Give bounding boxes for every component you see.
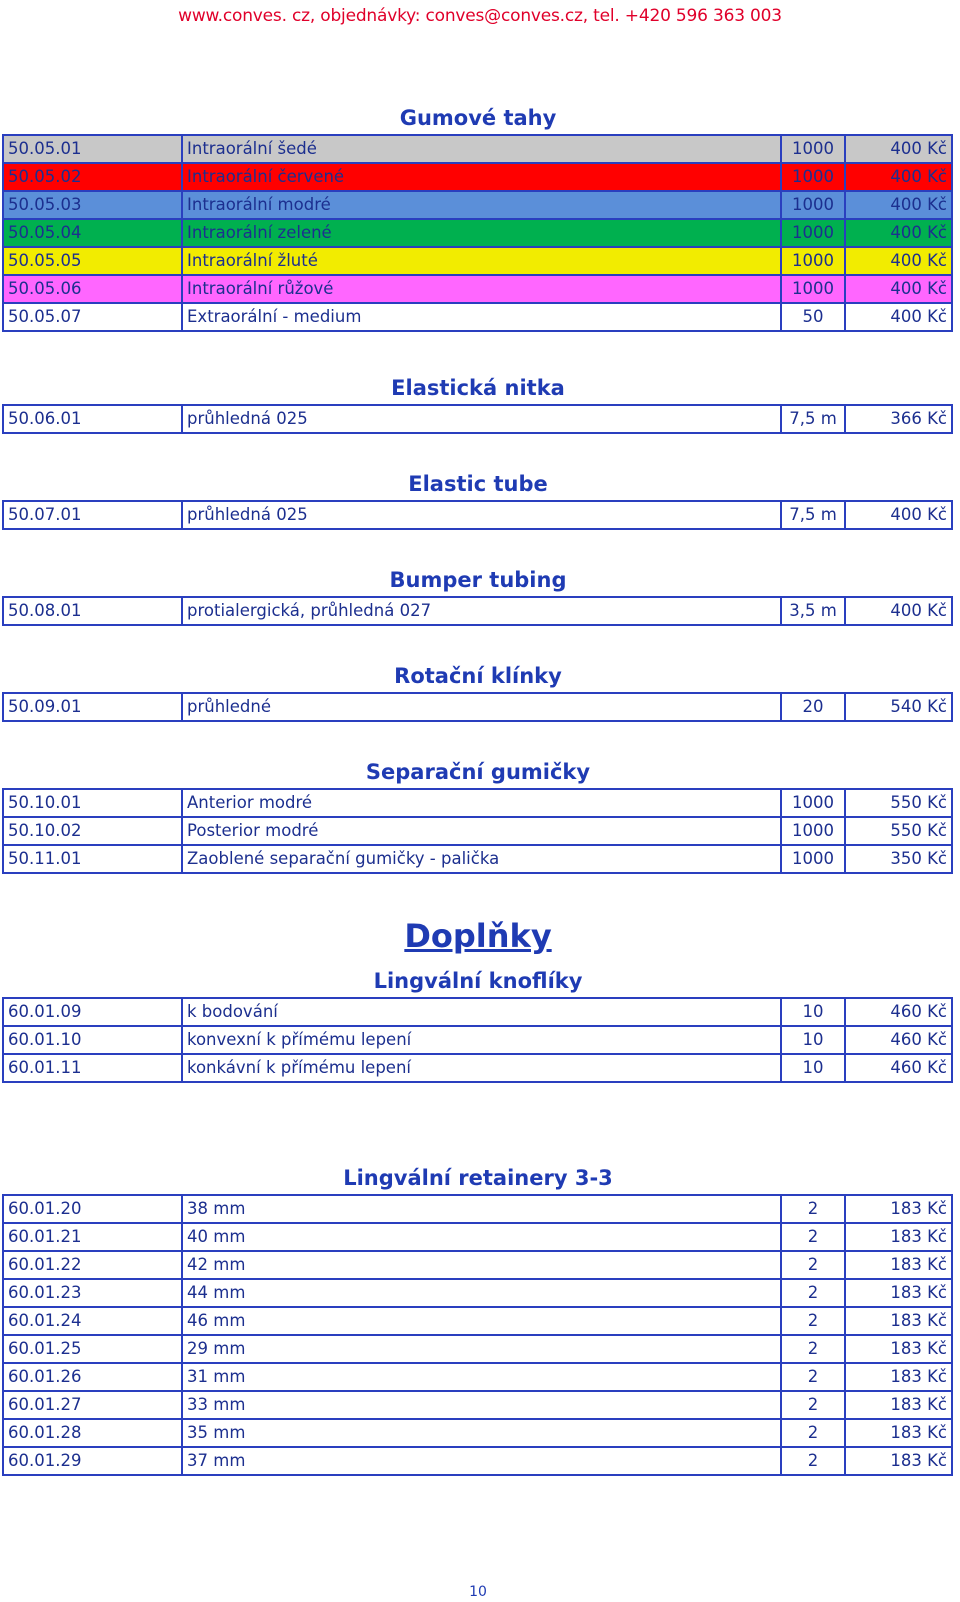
product-quantity: 2 [781, 1363, 845, 1391]
product-quantity: 2 [781, 1307, 845, 1335]
table-row [3, 1223, 952, 1251]
table-row [3, 135, 952, 163]
table-row [3, 219, 952, 247]
product-price: 400 Kč [845, 275, 952, 303]
product-price: 366 Kč [845, 405, 952, 433]
product-code: 60.01.29 [3, 1447, 182, 1475]
table-bumper-tubing [2, 596, 953, 626]
product-code: 60.01.11 [3, 1054, 182, 1082]
product-code: 60.01.28 [3, 1419, 182, 1447]
product-price: 460 Kč [845, 1054, 952, 1082]
product-quantity: 10 [781, 1054, 845, 1082]
product-quantity: 3,5 m [781, 597, 845, 625]
table-row [3, 1419, 952, 1447]
product-quantity: 2 [781, 1335, 845, 1363]
product-name: Intraorální modré [182, 191, 781, 219]
product-code: 60.01.20 [3, 1195, 182, 1223]
product-price: 400 Kč [845, 597, 952, 625]
product-quantity: 7,5 m [781, 405, 845, 433]
product-code: 50.05.06 [3, 275, 182, 303]
product-name: Extraorální - medium [182, 303, 781, 331]
product-code: 50.05.01 [3, 135, 182, 163]
table-row [3, 1363, 952, 1391]
table-row [3, 1447, 952, 1475]
product-code: 50.05.04 [3, 219, 182, 247]
product-code: 50.06.01 [3, 405, 182, 433]
table-row [3, 1335, 952, 1363]
product-quantity: 1000 [781, 219, 845, 247]
table-row [3, 597, 952, 625]
table-row [3, 845, 952, 873]
product-price: 183 Kč [845, 1223, 952, 1251]
table-gumove-tahy [2, 134, 953, 332]
product-price: 400 Kč [845, 135, 952, 163]
product-price: 183 Kč [845, 1195, 952, 1223]
section-title-elastic-tube: Elastic tube [408, 472, 548, 496]
product-quantity: 1000 [781, 789, 845, 817]
product-name: Intraorální žluté [182, 247, 781, 275]
product-quantity: 10 [781, 998, 845, 1026]
product-name: konkávní k přímému lepení [182, 1054, 781, 1082]
product-code: 60.01.24 [3, 1307, 182, 1335]
product-code: 50.05.07 [3, 303, 182, 331]
table-row [3, 1279, 952, 1307]
product-quantity: 1000 [781, 817, 845, 845]
table-row [3, 303, 952, 331]
product-price: 183 Kč [845, 1391, 952, 1419]
table-row [3, 789, 952, 817]
page-number: 10 [469, 1584, 487, 1600]
table-row [3, 405, 952, 433]
product-name: protialergická, průhledná 027 [182, 597, 781, 625]
table-row [3, 1307, 952, 1335]
product-name: k bodování [182, 998, 781, 1026]
product-quantity: 10 [781, 1026, 845, 1054]
product-name: Intraorální růžové [182, 275, 781, 303]
product-code: 60.01.22 [3, 1251, 182, 1279]
product-code: 60.01.25 [3, 1335, 182, 1363]
product-code: 60.01.10 [3, 1026, 182, 1054]
product-code: 50.10.01 [3, 789, 182, 817]
product-quantity: 1000 [781, 275, 845, 303]
product-quantity: 1000 [781, 191, 845, 219]
product-quantity: 7,5 m [781, 501, 845, 529]
product-price: 550 Kč [845, 817, 952, 845]
product-name: průhledná 025 [182, 405, 781, 433]
section-title-rotacni-klinky: Rotační klínky [394, 664, 562, 688]
table-row [3, 817, 952, 845]
section-title-bumper-tubing: Bumper tubing [389, 568, 567, 592]
product-price: 460 Kč [845, 1026, 952, 1054]
product-price: 460 Kč [845, 998, 952, 1026]
product-price: 400 Kč [845, 191, 952, 219]
product-code: 60.01.09 [3, 998, 182, 1026]
product-code: 60.01.23 [3, 1279, 182, 1307]
table-elasticka-nitka [2, 404, 953, 434]
table-separacni-gumicky [2, 788, 953, 874]
product-price: 400 Kč [845, 247, 952, 275]
table-row [3, 163, 952, 191]
product-name: 40 mm [182, 1223, 781, 1251]
table-row [3, 275, 952, 303]
product-quantity: 2 [781, 1195, 845, 1223]
product-quantity: 2 [781, 1223, 845, 1251]
product-quantity: 2 [781, 1391, 845, 1419]
product-price: 400 Kč [845, 163, 952, 191]
product-quantity: 20 [781, 693, 845, 721]
product-quantity: 2 [781, 1279, 845, 1307]
section-title-doplnky: Doplňky [404, 917, 552, 955]
table-row [3, 191, 952, 219]
product-name: 35 mm [182, 1419, 781, 1447]
product-quantity: 1000 [781, 135, 845, 163]
product-code: 60.01.21 [3, 1223, 182, 1251]
section-title-separacni-gumicky: Separační gumičky [365, 760, 591, 784]
table-row [3, 1026, 952, 1054]
product-name: Anterior modré [182, 789, 781, 817]
product-code: 60.01.27 [3, 1391, 182, 1419]
table-row [3, 1391, 952, 1419]
product-code: 50.10.02 [3, 817, 182, 845]
product-quantity: 1000 [781, 163, 845, 191]
section-title-lingvalni-retainery: Lingvální retainery 3-3 [343, 1166, 613, 1190]
product-price: 550 Kč [845, 789, 952, 817]
product-name: průhledná 025 [182, 501, 781, 529]
product-price: 540 Kč [845, 693, 952, 721]
product-price: 183 Kč [845, 1363, 952, 1391]
table-row [3, 998, 952, 1026]
product-price: 350 Kč [845, 845, 952, 873]
product-name: 31 mm [182, 1363, 781, 1391]
header-contact: www.conves. cz, objednávky: conves@conves.cz, tel. +420 596 363 003 [178, 6, 782, 26]
product-price: 183 Kč [845, 1307, 952, 1335]
product-name: Intraorální šedé [182, 135, 781, 163]
table-elastic-tube [2, 500, 953, 530]
section-title-gumove-tahy: Gumové tahy [399, 106, 557, 130]
product-code: 50.08.01 [3, 597, 182, 625]
product-price: 400 Kč [845, 219, 952, 247]
product-code: 50.07.01 [3, 501, 182, 529]
product-price: 183 Kč [845, 1251, 952, 1279]
table-row [3, 1195, 952, 1223]
product-quantity: 2 [781, 1251, 845, 1279]
product-name: Intraorální červené [182, 163, 781, 191]
product-price: 183 Kč [845, 1419, 952, 1447]
table-row [3, 693, 952, 721]
product-code: 50.05.03 [3, 191, 182, 219]
product-name: 38 mm [182, 1195, 781, 1223]
product-code: 60.01.26 [3, 1363, 182, 1391]
product-price: 183 Kč [845, 1279, 952, 1307]
table-row [3, 1251, 952, 1279]
product-name: 29 mm [182, 1335, 781, 1363]
product-name: Posterior modré [182, 817, 781, 845]
product-quantity: 50 [781, 303, 845, 331]
table-row [3, 247, 952, 275]
table-row [3, 1054, 952, 1082]
product-quantity: 2 [781, 1447, 845, 1475]
table-row [3, 501, 952, 529]
table-lingvalni-retainery [2, 1194, 953, 1476]
product-code: 50.05.02 [3, 163, 182, 191]
product-code: 50.05.05 [3, 247, 182, 275]
product-name: průhledné [182, 693, 781, 721]
product-name: konvexní k přímému lepení [182, 1026, 781, 1054]
product-name: 33 mm [182, 1391, 781, 1419]
product-price: 400 Kč [845, 303, 952, 331]
product-name: 46 mm [182, 1307, 781, 1335]
product-price: 400 Kč [845, 501, 952, 529]
product-quantity: 1000 [781, 247, 845, 275]
section-title-lingvalni-knofliky: Lingvální knoflíky [373, 969, 583, 993]
product-name: Zaoblené separační gumičky - palička [182, 845, 781, 873]
product-name: Intraorální zelené [182, 219, 781, 247]
product-price: 183 Kč [845, 1335, 952, 1363]
table-lingvalni-knofliky [2, 997, 953, 1083]
product-code: 50.11.01 [3, 845, 182, 873]
product-price: 183 Kč [845, 1447, 952, 1475]
product-code: 50.09.01 [3, 693, 182, 721]
product-name: 44 mm [182, 1279, 781, 1307]
product-name: 42 mm [182, 1251, 781, 1279]
product-quantity: 2 [781, 1419, 845, 1447]
product-quantity: 1000 [781, 845, 845, 873]
product-name: 37 mm [182, 1447, 781, 1475]
section-title-elasticka-nitka: Elastická nitka [391, 376, 565, 400]
table-rotacni-klinky [2, 692, 953, 722]
